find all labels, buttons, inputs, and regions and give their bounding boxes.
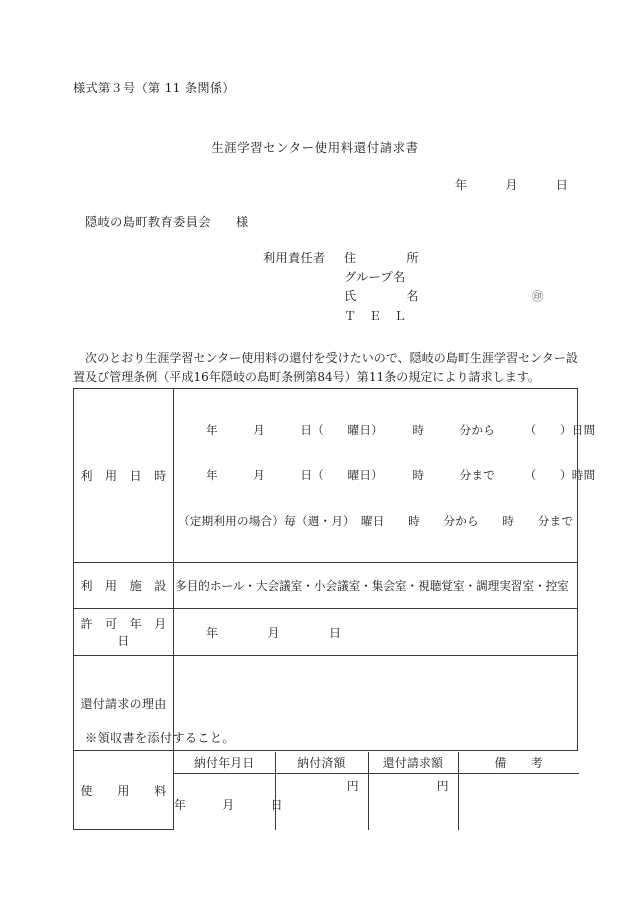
group-name-field-label: グループ名: [344, 270, 406, 284]
usage-datetime-line-1: 年 月 日（ 曜日） 時 分から （ ）日間: [206, 422, 596, 437]
fee-table-value-row: [174, 773, 579, 830]
fee-column-header-paid-amount: 納付済額: [275, 752, 368, 774]
submission-date-line: 年 月 日: [455, 178, 569, 192]
row-value-permit-date[interactable]: [174, 609, 578, 656]
seal-stamp-icon: ㊞: [532, 289, 544, 303]
page-title: 生涯学習センター使用料還付請求書: [211, 140, 419, 155]
row-label-refund-reason: 還付請求の理由: [74, 656, 174, 751]
fee-table-header-row: [174, 752, 579, 774]
name-field-label: 氏 名: [344, 289, 419, 303]
row-value-facility[interactable]: [174, 563, 578, 609]
facility-options: 多目的ホール・大会議室・小会議室・集会室・視聴覚室・調理実習室・控室: [175, 578, 569, 593]
table-row-usage-datetime: [74, 389, 578, 563]
table-row-permit-date: [74, 609, 578, 656]
table-row-fee: [74, 751, 578, 830]
fee-column-header-payment-date: 納付年月日: [174, 752, 275, 774]
fee-table: [174, 752, 579, 830]
fee-column-header-remarks: 備 考: [458, 752, 579, 774]
refund-amount-unit: 円: [436, 778, 449, 793]
permit-date-placeholder: 年 月 日: [206, 625, 342, 640]
row-label-fee: 使 用 料: [74, 751, 174, 830]
paid-amount-unit: 円: [346, 778, 359, 793]
addressee: 隠岐の島町教育委員会 様: [85, 215, 249, 229]
form-number: 様式第３号（第 11 条関係）: [73, 81, 235, 95]
footnote: ※領収書を添付すること。: [85, 731, 235, 745]
body-text-line-1: 次のとおり生涯学習センター使用料の還付を受けたいので、隠岐の島町生涯学習センター設: [73, 351, 578, 365]
fee-cell-refund-amount[interactable]: [368, 773, 458, 830]
address-field-label: 住 所: [344, 251, 419, 265]
row-label-facility: 利 用 施 設: [74, 563, 174, 609]
row-label-usage-datetime: 利 用 日 時: [74, 389, 174, 563]
tel-field-label: Ｔ Ｅ Ｌ: [344, 309, 407, 323]
fee-cell-payment-date[interactable]: [174, 773, 283, 830]
body-text-line-2: 置及び管理条例（平成16年隠岐の島町条例第84号）第11条の規定により請求します。: [73, 370, 540, 384]
fee-cell-paid-amount[interactable]: [275, 773, 368, 830]
usage-datetime-line-2: 年 月 日（ 曜日） 時 分まで （ ）時間: [206, 468, 596, 483]
fee-column-header-refund-amount: 還付請求額: [368, 752, 458, 774]
row-label-permit-date: 許 可 年 月 日: [74, 609, 174, 656]
applicant-section-label: 利用責任者: [263, 251, 326, 265]
request-details-table: [73, 388, 596, 830]
payment-date-placeholder: 年 月 日: [174, 797, 283, 812]
fee-subtable-container: [174, 751, 578, 830]
row-value-usage-datetime[interactable]: [174, 389, 596, 563]
usage-datetime-line-3: （定期利用の場合）毎（週・月） 曜日 時 分から 時 分まで: [178, 514, 574, 529]
fee-cell-remarks[interactable]: [458, 773, 579, 830]
table-row-facility: [74, 563, 578, 609]
